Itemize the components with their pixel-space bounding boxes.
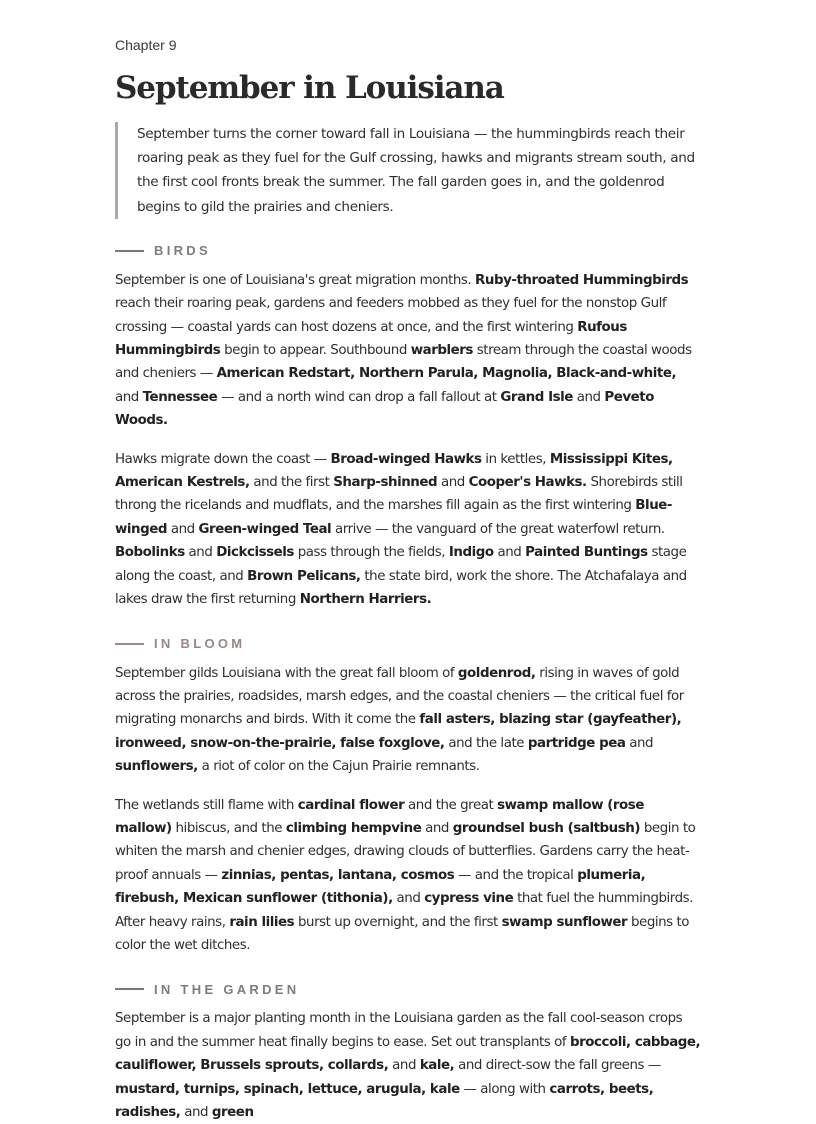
chapter-label: Chapter 9 [115,37,177,53]
bold-term: goldenrod, [457,665,536,681]
text-run: — along with [459,1081,550,1097]
chapter-content [115,34,701,1124]
bold-term: Green-winged Teal [198,521,332,537]
text-run: Hawks migrate down the coast — [115,451,331,467]
section-heading-bloom [115,634,701,654]
bold-term: fall asters, blazing star (gayfeather), ironweed, snow-on-the-prairie, false foxglove, [115,712,682,751]
text-run: The wetlands still flame with [115,797,298,813]
text-run: and direct-sow the fall greens — [454,1058,661,1074]
bold-term: cardinal flower [297,797,405,813]
text-run: and [625,735,654,751]
text-run: burst up overnight, and the first [294,914,502,930]
bold-term: partridge pea [527,735,626,751]
bold-term: Rufous Hummingbirds [115,319,627,359]
bloom-paragraph-1 [115,662,701,779]
section-heading-birds [115,241,701,261]
heading-rule [115,643,144,645]
bold-term: Mississippi Kites, American Kestrels, [115,451,673,491]
text-run: begin to appear. Southbound [220,343,411,359]
text-run: in kettles, [481,451,550,467]
bold-term: groundsel bush (saltbush) [452,820,641,836]
text-run: and [493,545,526,561]
text-run: and [437,475,469,491]
bold-term: Painted Buntings [525,545,648,561]
page-title: September in Louisiana [115,70,504,106]
text-run: — and a north wind can drop a fall fallout at [217,389,501,405]
bold-term: Brown Pelicans, [247,568,361,584]
bold-term: Grand Isle [500,389,573,405]
text-run: begins to color the wet ditches. [115,914,690,953]
text-run: and [388,1058,420,1074]
section-title-bloom: IN BLOOM [154,636,246,651]
bold-term: swamp sunflower [501,914,628,930]
heading-rule [115,250,144,252]
text-run: stream through the coastal woods and cheniers — [115,343,692,382]
text-run: a riot of color on the Cajun Prairie remnants. [197,759,480,775]
text-run: Shorebirds still throng the ricelands and mudflats, and the marshes fill again as the first wintering [115,475,683,514]
text-run: September is a major planting month in the Louisiana garden as the fall cool-season crops go in and the summer heat finally begins to ease. Set out transplants of [115,1011,683,1050]
text-run: the state bird, work the shore. The Atchafalaya and lakes draw the first returning [115,568,687,608]
text-run: and [421,820,453,836]
birds-paragraph-1 [115,269,701,433]
text-run: and [392,891,425,907]
bold-term: Dickcissels [216,545,294,561]
birds-paragraph-2 [115,448,701,612]
bold-term: swamp mallow (rose mallow) [115,797,644,836]
text-run: arrive — the vanguard of the great waterfowl return. [331,521,665,537]
bold-term: Bobolinks [115,545,185,561]
bold-term: warblers [410,343,473,359]
text-run: hibiscus, and the [171,820,286,836]
text-run: and the late [444,735,528,751]
text-run: and the first [249,475,334,491]
bold-term: plumeria, firebush, Mexican sunflower (tithonia), [115,867,646,907]
bold-term: American Redstart, Northern Parula, Magnolia, Black-and-white, [216,366,677,382]
bold-term: cypress vine [424,891,514,907]
bold-term: sunflowers, [115,759,198,775]
text-run: rising in waves of gold across the prairies, roadsides, marsh edges, and the coastal cheniers — the critical fuel for migrating monarchs and birds. With it come the [115,665,684,728]
text-run: begin to whiten the marsh and chenier edges, drawing clouds of butterflies. Gardens carry the heat-proof annuals — [115,820,696,883]
bold-term: climbing hempvine [285,820,422,836]
bold-term: Indigo [448,545,494,561]
bloom-paragraph-2 [115,794,701,958]
bold-term: Broad-winged Hawks [330,451,482,467]
text-run: and [180,1105,212,1120]
bold-term: green [211,1105,254,1120]
bold-term: rain lilies [229,914,295,930]
bold-term: Northern Harriers. [299,592,432,608]
text-run: pass through the fields, [293,545,449,561]
bold-term: Cooper's Hawks. [468,475,587,491]
text-run: September gilds Louisiana with the great fall bloom of [115,665,458,681]
bold-term: Tennessee [142,389,218,405]
text-run: and the great [404,797,498,813]
section-title-birds: BIRDS [154,243,211,259]
text-run: and [184,545,217,561]
text-run: that fuel the hummingbirds. After heavy rains, [115,891,694,930]
garden-paragraph-1 [115,1007,701,1124]
bold-term: Blue-winged [115,498,673,537]
bold-term: Ruby-throated Hummingbirds [475,272,689,288]
text-run: stage along the coast, and [115,545,687,584]
section-title-garden: IN THE GARDEN [154,981,300,997]
text-run: reach their roaring peak, gardens and feeders mobbed as they fuel for the nonstop Gulf crossing — coastal yards can host dozens at once, and the first wintering [115,296,667,335]
heading-rule [115,988,144,990]
bold-term: Peveto Woods. [115,389,654,429]
bold-term: broccoli, cabbage, cauliflower, Brussels sprouts, collards, [115,1034,701,1074]
bold-term: Sharp-shinned [333,475,438,491]
bold-term: zinnias, pentas, lantana, cosmos [221,867,455,883]
text-run: and [572,389,605,405]
text-run: and [167,521,199,537]
intro-quote: September turns the corner toward fall in Louisiana — the hummingbirds reach their roaring peak as they fuel for the Gulf crossing, hawks and migrants stream south, and the first cool fronts break the summer. The fall garden goes in, and the goldenrod begins to gild the prairies and cheniers. [115,122,701,219]
text-run: — and the tropical [454,867,578,883]
bold-term: carrots, beets, radishes, [115,1081,654,1120]
bold-term: kale, [419,1058,455,1074]
text-run: September is one of Louisiana's great migration months. [115,272,475,288]
bold-term: mustard, turnips, spinach, lettuce, arugula, kale [115,1081,460,1097]
section-heading-garden [115,979,701,999]
text-run: and [115,389,143,405]
